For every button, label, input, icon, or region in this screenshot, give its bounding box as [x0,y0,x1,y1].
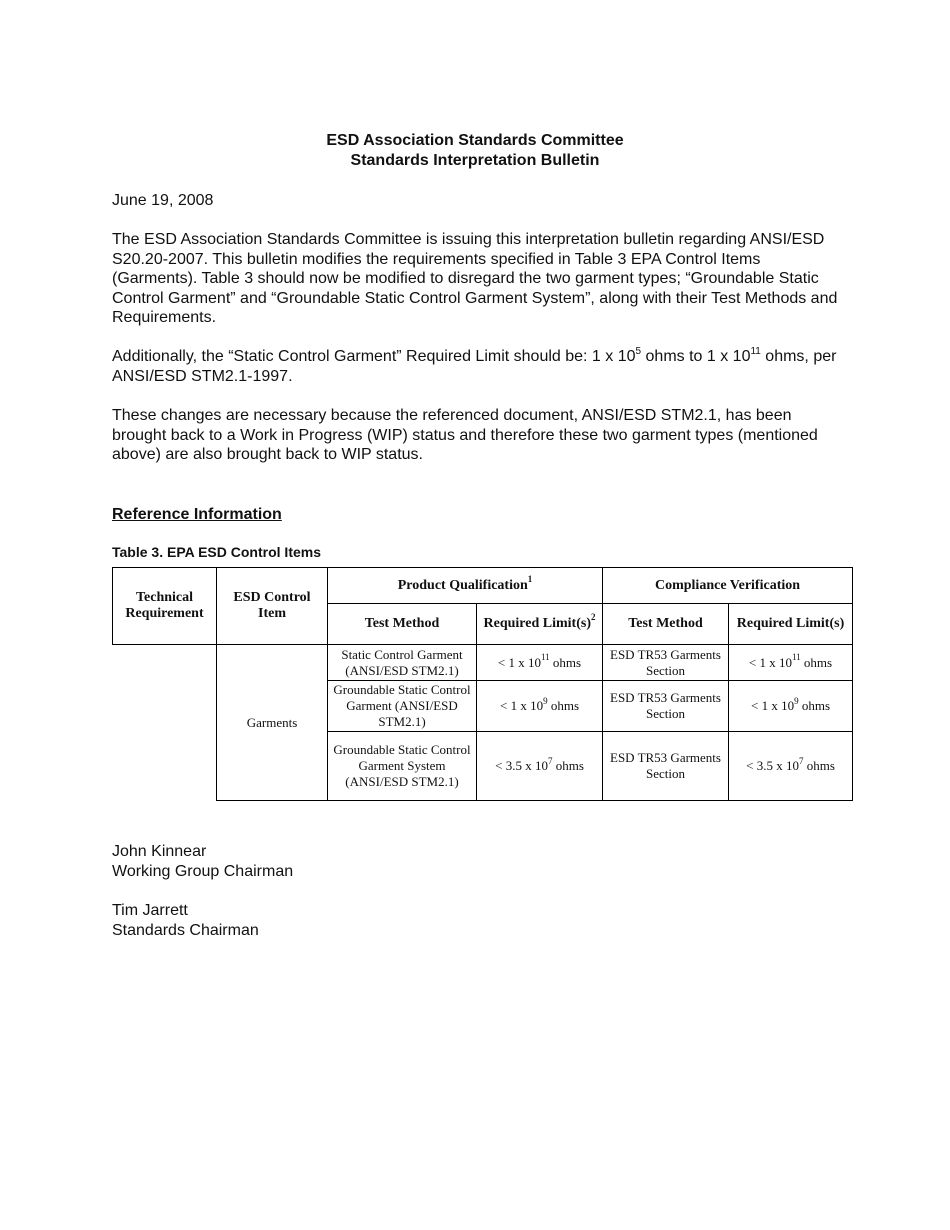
header-cv-test-method: Test Method [603,604,729,645]
technical-requirement-cell [113,645,217,801]
limit-exponent: 7 [547,755,553,766]
signatory-name: Tim Jarrett [112,902,188,919]
signatory-title: Standards Chairman [112,921,259,939]
limit-exponent: 11 [541,652,550,663]
limit-exponent: 11 [792,652,801,663]
product-qualification-footnote: 1 [527,573,533,584]
cv-limit-cell [729,645,853,681]
limit-text-prefix: Additionally, the “Static Control Garment” Required Limit should be: 1 x 10 [112,348,636,365]
limit-exponent: 9 [543,695,548,706]
bulletin-header [0,131,950,171]
pq-test-method-cell: Groundable Static Control Garment (ANSI/ESD STM2.1) [328,681,477,732]
bulletin-date: June 19, 2008 [112,192,214,209]
signature-block [112,901,259,940]
limit-suffix: ohms [547,698,579,713]
limit-prefix: < 1 x 10 [497,654,541,670]
limit-text-middle: ohms to 1 x 10 [641,348,751,365]
pq-test-method-cell: Groundable Static Control Garment System (ANSI/ESD STM2.1) [328,732,477,801]
header-product-qualification [328,568,603,604]
cv-limit-cell [729,732,853,801]
limit-exponent-2: 11 [750,345,761,357]
intro-paragraph: The ESD Association Standards Committee is issuing this interpretation bulletin regarding ANSI/ESD S20.20-2007. This bulletin modifies the requirements specified in Table 3 EPA Control Items (Garments). Table 3 should now be modified to disregard the two garment types; “Groundable Static Control Garment” and “Groundable Static Control Garment System”, along with their Test Methods and Requirements. [112,231,838,326]
header-cv-required-limit: Required Limit(s) [729,604,853,645]
header-technical-requirement: Technical Requirement [113,568,217,645]
cv-test-method-cell: ESD TR53 Garments Section [603,681,729,732]
cv-test-method-cell: ESD TR53 Garments Section [603,645,729,681]
limit-text-suffix: ohms, per ANSI/ESD STM2.1-1997. [112,348,837,385]
limit-suffix: ohms [552,758,584,773]
limit-exponent: 9 [794,695,799,706]
pq-limit-cell [477,645,603,681]
cv-limit-cell [729,681,853,732]
required-limit-label: Required Limit(s) [483,616,591,631]
signature-block [112,842,293,881]
header-pq-test-method: Test Method [328,604,477,645]
limit-prefix: < 1 x 10 [751,698,795,713]
pq-limit-cell [477,681,603,732]
table-row [113,645,853,681]
cv-test-method-cell: ESD TR53 Garments Section [603,732,729,801]
limit-prefix: < 1 x 10 [748,654,792,670]
limit-prefix: < 3.5 x 10 [495,758,548,773]
pq-limit-cell [477,732,603,801]
epa-control-items-table [112,567,853,801]
changes-paragraph: These changes are necessary because the referenced document, ANSI/ESD STM2.1, has been brought back to a Work in Progress (WIP) status and therefore these two garment types (mentioned above) are also brought back to WIP status. [112,407,818,463]
bulletin-title: Standards Interpretation Bulletin [350,152,600,169]
signatory-name: John Kinnear [112,843,207,860]
limit-suffix: ohms [800,654,833,670]
pq-test-method-cell: Static Control Garment (ANSI/ESD STM2.1) [328,645,477,681]
header-esd-control-item: ESD Control Item [217,568,328,645]
header-pq-required-limit [477,604,603,645]
limit-prefix: < 3.5 x 10 [746,758,799,773]
control-item-garments: Garments [217,645,328,801]
limit-suffix: ohms [803,758,835,773]
required-limit-footnote: 2 [590,612,596,623]
limit-exponent: 7 [798,755,804,766]
signatory-title: Working Group Chairman [112,862,294,880]
committee-title: ESD Association Standards Committee [326,132,624,149]
reference-heading: Reference Information [112,506,282,523]
limit-paragraph [112,347,847,386]
product-qualification-label: Product Qualification [397,577,528,593]
table-caption: Table 3. EPA ESD Control Items [112,544,322,560]
header-compliance-verification: Compliance Verification [603,568,853,604]
limit-suffix: ohms [798,698,831,713]
limit-suffix: ohms [549,654,582,670]
limit-prefix: < 1 x 10 [499,698,544,713]
limit-exponent-1: 5 [635,345,642,357]
